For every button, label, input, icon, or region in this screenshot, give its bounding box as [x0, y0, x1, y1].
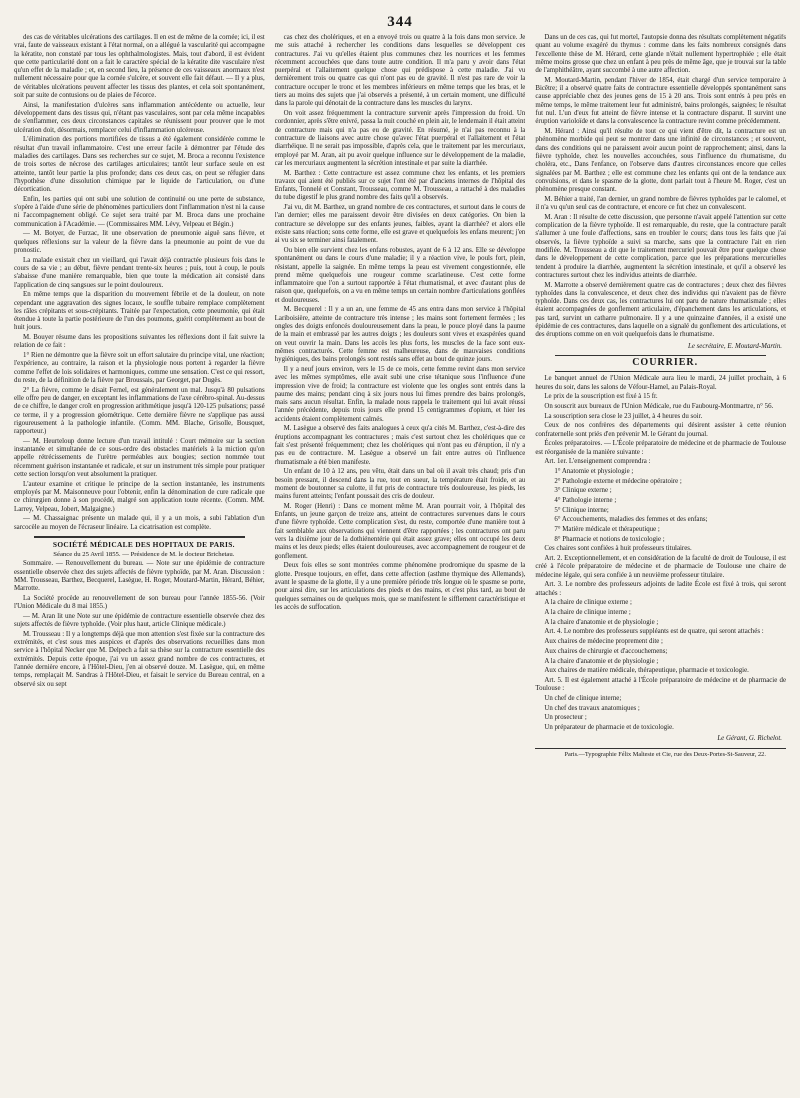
section-divider	[34, 536, 245, 538]
columns	[14, 34, 786, 1094]
paragraph: des cas de véritables ulcérations des cartilages. Il en est de même de la cornée; ici, il est vrai, faute de vaisseaux existant à l'état normal, on a allégué la vascularité qui accompagne la kératite, non constaté par tous les ophthalmologistes. Mais, tout d'abord, il est évident que cette particularité dont on a fait le caractère spécial de la kératite dite vasculaire n'est qu'un effet de la maladie ; et, en second lieu, la présence de ces vaisseaux anormaux n'est nullement nécessaire pour que la cornée s'ulcère, et souvent elle fait défaut. — Il y a plus, de véritables ulcérations peuvent affecter les tissus des plantes, et cela soit spontanément, soit par suite de contusions ou de plaies de l'écorce.	[14, 34, 265, 100]
paragraph: Dans un de ces cas, qui fut mortel, l'autopsie donna des résultats complètement négatifs quant au volume exagéré du thymus : comme dans les faits nombreux consignés dans l'excellente thèse de M. Hérard, cette glande n'était nullement hypertrophiée ; elle était même moins grosse que chez un enfant à peu près de même âge, que je trouvai sur la table de l'amphithéâtre, ayant succombé à une autre affection.	[535, 34, 786, 75]
section-divider	[555, 371, 766, 372]
paragraph: Ces chaires sont confiées à huit professeurs titulaires.	[544, 545, 692, 553]
paragraph: M. Moutard-Martin, pendant l'hiver de 1854, était chargé d'un service temporaire à Bicêtre; il a observé quatre faits de contracture essentielle développés spontanément sans cause appréciable chez des jeunes gens de 15 à 20 ans. Trois sont entrés à peu près en même temps, le même traitement leur fut administré, bains prolongés, saignées; le résultat fut nul. L'un d'eux fut atteint de fièvre intense et la contracture disparut. Il survint une éruption varioloïde et dans la convalescence la contracture revint comme précédemment.	[535, 76, 786, 126]
paragraph: A la chaire de clinique interne ;	[544, 609, 631, 617]
paragraph: M. Trousseau : Il y a longtemps déjà que mon attention s'est fixée sur la contracture des extrémités, et c'est sous mes auspices et d'après des observations recueillies dans mon service à l'hôpital Necker que M. Delpech a fait sa thèse sur la contracture essentielle des extrémités. Depuis cette époque, j'ai vu un assez grand nombre de ces contractures, et l'année dernière encore, à l'Hôtel-Dieu, j'en ai observé douze. M. Lasègue, qui, en même temps, remplaçait M. Sandras à l'Hôtel-Dieu, et faisait le service du Bureau central, en a observé six ou sept	[14, 630, 265, 688]
paragraph: Un enfant de 10 à 12 ans, peu vêtu, était dans un bal où il avait très chaud; pris d'un besoin pressant, il descend dans la rue, tout en sueur, la température était froide, et au moment de boutonner sa culotte, il fut pris de contracture très douloureuse, les pieds, les mains furent atteints; l'enfant poussait des cris de douleur.	[274, 468, 526, 501]
course-item: 4° Pathologie interne ;	[554, 497, 617, 504]
paragraph: Enfin, les parties qui ont subi une solution de continuité ou une perte de substance, s'opère à l'aide d'une série de phénomènes particuliers dont l'inflammation n'est ni la cause ni l'accompagnement obligé. Ce sujet sera traité par M. Broca dans une prochaine communication à l'Académie. — (Commissaires MM. Lévy, Velpeau et Bégin.)	[14, 195, 265, 228]
paragraph: M. Bouyer résume dans les propositions suivantes les réflexions dont il fait suivre la relation de ce fait :	[14, 334, 265, 350]
section-title: SOCIÉTÉ MÉDICALE DES HOPITAUX DE PARIS.	[52, 539, 235, 549]
paragraph: — M. Chassaignac présente un malade qui, il y a un mois, a subi l'ablation d'un sarcocèle au moyen de l'écraseur linéaire. La cicatrisation est complète.	[14, 515, 265, 531]
course-item: 7° Matière médicale et thérapeutique ;	[554, 526, 660, 534]
paragraph: Le banquet annuel de l'Union Médicale aura lieu le mardi, 24 juillet prochain, à 6 heures du soir, dans les salons de Véfour-Hamel, au Palais-Royal.	[535, 375, 786, 391]
paragraph: Ainsi, la manifestation d'ulcères sans inflammation antécédente ou actuelle, leur développement dans des tissus qui, n'étant pas vasculaires, sont par cela même incapables de s'enflammer, ces deux circonstances capitales se réunissent pour prouver que le mot ulcération doit, désormais, remplacer celui d'inflammation ulcéreuse.	[14, 101, 265, 134]
paragraph: Deux fois elles se sont montrées comme phénomène prodromique du spasme de la glotte. Presque toujours, en effet, dans cette affection (asthme thymique des Allemands), avant le spasme de la glotte, il y a une première période très longue où le spasme se porte, pour ainsi dire, sur les articulations des pieds et des mains, et c'est plus tard, au bout de quelques semaines ou de quelques mois, que se manifestent le sifflement caractéristique et les accès de suffocation.	[274, 562, 526, 611]
paragraph: Aux chaires de chirurgie et d'accouchemens;	[544, 647, 668, 655]
paragraph: Art. 2. Exceptionnellement, et en considération de la faculté de droit de Toulouse, il est créé à l'école préparatoire de médecine et de pharmacie de Toulouse une chaire de médecine légale, qui sera confiée à un neuvième professeur titulaire.	[535, 555, 786, 579]
paragraph: M. Béhier a traité, l'an dernier, un grand nombre de fièvres typhoïdes par le calomel, et il n'a vu qu'un seul cas de contracture, et encore ce fut chez un convalescent.	[535, 195, 786, 212]
paragraph: On souscrit aux bureaux de l'Union Médicale, rue du Faubourg-Montmartre, n° 56.	[544, 402, 774, 410]
paragraph: J'ai vu, dit M. Barthez, un grand nombre de ces contractures, et surtout dans le cours de l'an dernier; elles me paraissent devoir être divisées en deux catégories. On bien la contracture se développe sur des enfants jeunes, faibles, ayant la diarrhée? et alors elle existe sans réaction; sons cette forme, elle est grave et quelquefois les enfans meurent; j'en ai vu six se terminer ainsi fatalement.	[274, 204, 526, 245]
paragraph: Ou bien elle survient chez les enfans robustes, ayant de 6 à 12 ans. Elle se développe spontanément ou dans le cours d'une maladie; il y a réaction vive, le pouls fort, plein, résistant, appelle la saignée. En même temps la peau est vivement congestionnée, elle prend même quelquefois une rougeur comme scarlatineuse. C'est cette forme inflammatoire que l'on a surtout rapportée à l'état rhumatismal, et avec d'autant plus de raison que, quelquefois, on a vu en même temps un certain nombre d'articulations gonflées et douloureuses.	[274, 246, 526, 304]
paragraph: cas chez des cholériques, et en a envoyé trois ou quatre à la fois dans mon service. Je me suis attaché à rechercher les conditions dans lesquelles se développent ces contractures. J'ai vu qu'elles étaient plus communes chez les nourrices et les femmes récemment accouchées que dans toute autre condition. Il m'a paru y avoir dans l'état puerpéral et l'allaitement quelque chose qui prédispose à cette maladie. J'ai vu dernièrement trois ou quatre cas qui n'ont pas eu de gravité. Il n'est pas rare de voir la contracture occuper le tronc et les membres inférieurs en même temps que les bras, et le tiers au moins des sujets que j'ai observés a présenté, à un certain moment, une difficulté dans la parole qui dénotait de la contracture dans les muscles du larynx.	[274, 34, 526, 108]
paragraph: On voit assez fréquemment la contracture survenir après l'impression du froid. Un cordonnier, après s'être enivré, passa la nuit couché en plein air, le lendemain il était atteint de contracture mais qui n'a pas eu de gravité. En résumé, je n'ai pas reconnu à la contracture de liaisons avec autre chose qu'avec l'état puerpéral et l'allaitement et l'état diarrhéique. Il ne serait pas impossible, d'après cela, que le traitement par les mercuriaux, employé par M. Aran, ait pu avoir quelque influence sur le développement de la maladie, car les mercuriaux augmentent la sécrétion intestinale et par suite la diarrhée.	[274, 110, 526, 167]
paragraph: L'élimination des portions mortifiées de tissus a été également considérée comme le résultat d'un travail inflammatoire. C'est une erreur facile à démontrer par l'étude des maladies des cartilages. Dans ses recherches sur ce sujet, M. Broca a reconnu l'existence de trois sortes de nécrose des cartilages articulaires; tantôt leur surface seule en est atteinte, tantôt leur partie la plus profonde; dans ces deux cas, on peut se réfugier dans l'hypothèse d'une dissolution chimique par le liquide de l'articulation, ou d'une décortication.	[14, 136, 265, 194]
paragraph: La Société procède au renouvellement de son bureau pour l'année 1855-56. (Voir l'Union Médicale du 8 mai 1855.)	[14, 594, 265, 611]
paragraph: Aux chaires de médecine proprement dite ;	[544, 638, 663, 646]
section-divider	[555, 355, 766, 356]
courrier-title: COURRIER.	[632, 356, 699, 368]
paragraph: Il y a neuf jours environ, vers le 15 de ce mois, cette femme revint dans mon service avec les mêmes symptômes, elle avait subi une crise tétanique sous l'influence d'une impression vive de froid; la contracture est violente que les ongles sont entrés dans la paume des mains; pendant cinq à six jours nous lui fimes prendre des bains prolongés, mais sans aucun résultat. Enfin, la malade nous rappela le traitement qui lui avait réussi l'année précédente, depuis trois jours elle prend 15 centigrammes d'opium, et hier les accidents étaient complètement calmés.	[274, 365, 526, 423]
paragraph: Le prix de la souscription est fixé à 15 fr.	[544, 393, 658, 401]
paragraph: M. Becquerel : Il y a un an, une femme de 45 ans entra dans mon service à l'hôpital Lariboisière, atteinte de contracture très intense ; les mains sont fortement fermées ; les ongles des doigts enfoncés douloureusement dans la peau, le pouce ployé dans la paume de la main et embrassé par les autres doigts ; les douleurs sont vives et exaspérées quand on veut ouvrir la main. Dans les accès les plus forts, les muscles de la face sont eux-mêmes contracturés. Cette femme est malheureuse, dans de mauvaises conditions hygiéniques, des bains prolongés sont restés sans effet au bout de quinze jours.	[274, 306, 526, 364]
paragraph: La souscription sera close le 23 juillet, à 4 heures du soir.	[544, 412, 703, 420]
paragraph: Ceux de nos confrères des départements qui désirent assister à cette réunion confraternelle sont priés d'en prévenir M. le Gérant du journal.	[535, 422, 786, 438]
paragraph: Art. 4. Le nombre des professeurs suppléants est de quatre, qui seront attachés :	[544, 628, 764, 636]
printer-imprint: Paris.—Typographie Félix Malteste et Cie, rue des Deux-Portes-St-Sauveur, 22.	[535, 748, 786, 759]
paragraph: M. Lasègue a observé des faits analogues à ceux qu'a cités M. Barthez, c'est-à-dire des éruptions accompagnant les contractures ; mais c'est surtout chez les cholériques que ce fait s'est présenté fréquemment; chez les cholériques qui n'ont pas eu d'éruption, il n'y a pas eu de contracture. M. Lasègue a observé un fait entre autres où l'influence rhumatismale a été bien manifeste.	[274, 425, 526, 466]
paragraph: Art. 5. Il est également attaché à l'École préparatoire de médecine et de pharmacie de Toulouse :	[535, 676, 786, 693]
paragraph: L'auteur examine et critique le principe de la section instantanée, les instruments employés par M. Maisonneuve pour l'obtenir, enfin la dénomination de cure radicale que ce chirurgien donne à son procédé, malgré son application toute récente. (Comm. MM. Larrey, Velpeau, Jobert, Malgaigne.)	[14, 480, 265, 513]
column-1	[14, 34, 265, 1094]
course-item: 8° Pharmacie et notions de toxicologie ;	[554, 535, 665, 543]
course-item: 3° Clinique externe ;	[554, 487, 612, 495]
summary: Sommaire. — Renouvellement du bureau. — Note sur une épidémie de contracture essentielle observée chez des sujets affectés de fièvre typhoïde, par M. Aran. Discussion : MM. Trousseau, Barthez, Becquerel, Lasègue, H. Roger, Moutard-Martin, Hérard, Béhier, Marrotte.	[14, 560, 265, 593]
course-item: 5° Clinique interne;	[554, 506, 609, 514]
paragraph: — M. Botyer, de Furzac, lit une observation de pneumonie aiguë sans fièvre, et quelques réflexions sur la valeur de la fièvre dans la pneumonie au point de vue du pronostic.	[14, 230, 265, 254]
paragraph: Un prosecteur ;	[544, 714, 587, 722]
paragraph: La malade existait chez un vieillard, qui l'avait déjà contractée plusieurs fois dans le cours de sa vie ; au début, fièvre pendant trente-six heures ; puis, tout à coup, le pouls s'abaisse d'une manière remarquable, bien que toute la médication ait consisté dans l'application de cinq sangsues sur le point douloureux.	[14, 256, 265, 289]
paragraph: Art. 3. Le nombre des professeurs adjoints de ladite École est fixé à trois, qui seront attachés :	[535, 581, 786, 597]
paragraph: M. Hérard : Ainsi qu'il résulte de tout ce qui vient d'être dit, la contracture est un phénomène morbide qui peut se montrer dans une infinité de circonstances ; et souvent, dans des conditions qui ne paraissent avoir aucun point de rapprochement; ainsi, dans la fièvre typhoïde, chez les nouvelles accouchées, sous l'influence du rhumatisme, du choléra, etc., Dans l'enfance, on l'observe dans d'autres circonstances encore que celles signalées par M. Barthez ; elle est commune chez les enfants qui ont de la tendance aux convulsions, et dans le spasme de la glotte, dont parlait tout à l'heure M. Roger, c'est un phénomène presque constant.	[535, 128, 786, 194]
paragraph: Aux chaires de matière médicale, thérapeutique, pharmacie et toxicologie.	[544, 667, 749, 675]
paragraph: A la chaire d'anatomie et de physiologie ;	[544, 657, 659, 665]
paragraph: 2° La fièvre, comme le disait Fernel, est généralement un mal. Jusqu'à 80 pulsations elle offre peu de danger, en exceptant les inflammations de l'axe cérébro-spinal. Au-dessus de ce chiffre, le danger croît en progression arithmétique jusqu'à 120-125 pulsations; passé ce terme, il y a progression géométrique. Cette dernière fièvre ne s'applique pas aussi rigoureusement à la pathologie infantile. (Comm. MM. Blache, Grisolle, Bousquet, rapporteur.)	[14, 386, 265, 436]
paragraph: 1° Rien ne démontre que la fièvre soit un effort salutaire du principe vital, une réaction; l'expérience, au contraire, la raison et la physiologie nous portent à regarder la fièvre comme l'effet de lois solidaires et harmoniques, comme une sensation. C'est ce qui ressort, du reste, de la définition de la fièvre par Broussais, par Georget, par Dugès.	[14, 352, 265, 384]
column-2	[275, 34, 526, 1094]
paragraph: — M. Aran lit une Note sur une épidémie de contracture essentielle observée chez des sujets affectés de fièvre typhoïde. (Voir plus haut, article Clinique médicale.)	[14, 612, 265, 629]
paragraph: A la chaire d'anatomie et de physiologie ;	[544, 618, 659, 626]
paragraph: — M. Heurteloup donne lecture d'un travail intitulé : Court mémoire sur la section instantanée et simultanée de ce sous-ordre des obstacles matériels à la miction qu'on appelle rétrécissements de l'urètre perméables aux bougies; section nommée tout récemment guérison instantanée et radicale, et sur un instrument très simple pour pratiquer cette section lorsqu'on veut absolument la pratiquer.	[14, 437, 265, 479]
paragraph: Écoles préparatoires. — L'École préparatoire de médecine et de pharmacie de Toulouse est réorganisée de la manière suivante :	[535, 440, 786, 456]
session-info: Séance du 25 Avril 1855. — Présidence de M. le docteur Brichetau.	[53, 550, 235, 558]
course-item: 1° Anatomie et physiologie ;	[554, 467, 634, 475]
course-item: 6° Accouchements, maladies des femmes et des enfans;	[554, 516, 708, 524]
paragraph: M. Roger (Henri) : Dans ce moment même M. Aran pourrait voir, à l'hôpital des Enfants, un jeune garçon de treize ans, atteint de contractures survenues dans le cours d'une fièvre typhoïde. Cette complication s'est, du reste, comportée d'une manière tout à fait semblable aux observations qui viennent d'être rapportées ; les contractures ont paru vers la dixième jour de la dothiénentérie qui était assez grave; elles ont occupé les deux mains et les deux pieds; elles étaient douloureuses, avec accompagnement de rougeur et de gonflement.	[274, 502, 526, 560]
paragraph: Un chef des travaux anatomiques ;	[544, 704, 640, 712]
paragraph: M. Barthez : Cette contracture est assez commune chez les enfants, et les premiers travaux qui aient été publiés sur ce sujet l'ont été par d'anciens internes de l'hôpital des Enfants, Tonnelé et Constant, Trousseau, comme M. Trousseau, a rattaché à des maladies du tube digestif le plus grand nombre des faits qu'il a observés.	[274, 169, 526, 202]
paragraph: Un chef de clinique interne;	[544, 694, 622, 702]
column-3	[535, 34, 786, 1094]
paragraph: M. Marrotte a observé dernièrement quatre cas de contractures ; deux chez des fièvres typhoïdes dans la convalescence, et deux chez des individus qui n'avaient pas de fièvre typhoïde. Dans ces deux cas, les contractures lui ont paru de nature rhumatismale ; elles étaient accompagnées de gonflement articulaire, d'épanchement dans les articulations, et pas tard, survint un catharre pulmonaire. Il y a une quinzaine d'années, il a existé une épidémie de ces contractures, dans laquelle on a signalé du gonflement des articulations, et des éruptions comme on en voit quelquefois dans le rhumatisme.	[535, 281, 786, 339]
paragraph: En même temps que la disparition du mouvement fébrile et de la douleur, on note cependant une aggravation des signes locaux, le souffle tubaire remplace complètement les râles crépitants et sous-crépitants. Traitée par l'expectation, cette pneumonie, qui était étendue à toute la partie postérieure de l'un des poumons, guérit complètement au bout de huit jours.	[14, 291, 265, 332]
paragraph: Art. 1er. L'enseignement comprendra :	[544, 458, 651, 466]
gerant-signature: Le Gérant, G. Richelot.	[717, 735, 783, 743]
paragraph: M. Aran : Il résulte de cette discussion, que personne n'avait appelé l'attention sur cette complication de la fièvre typhoïde. Il est remarquable, du reste, que la contracture paraît s'allumer à une foule d'affections, sans en troubler le cours; dans tous les faits que j'ai observés, la fièvre typhoïde a suivi sa marche, sans que la contracture l'ait en rien modifiée. M. Trousseau a dit que le traitement mercuriel pouvait être pour quelque chose dans le développement de cette complication, parce que les préparations mercurielles tendent à produire la diarrhée, augmentent la sécrétion intestinale, et qu'il a observé les contractures surtout chez les individus atteints de diarrhée.	[535, 213, 786, 279]
course-item: 2° Pathologie externe et médecine opératoire ;	[554, 477, 682, 485]
page-number: 344	[387, 14, 413, 30]
paragraph: Un préparateur de pharmacie et de toxicologie.	[544, 723, 674, 731]
secretary-signature: Le secrétaire, E. Moutard-Martin.	[687, 342, 783, 350]
paragraph: A la chaire de clinique externe ;	[544, 599, 632, 607]
